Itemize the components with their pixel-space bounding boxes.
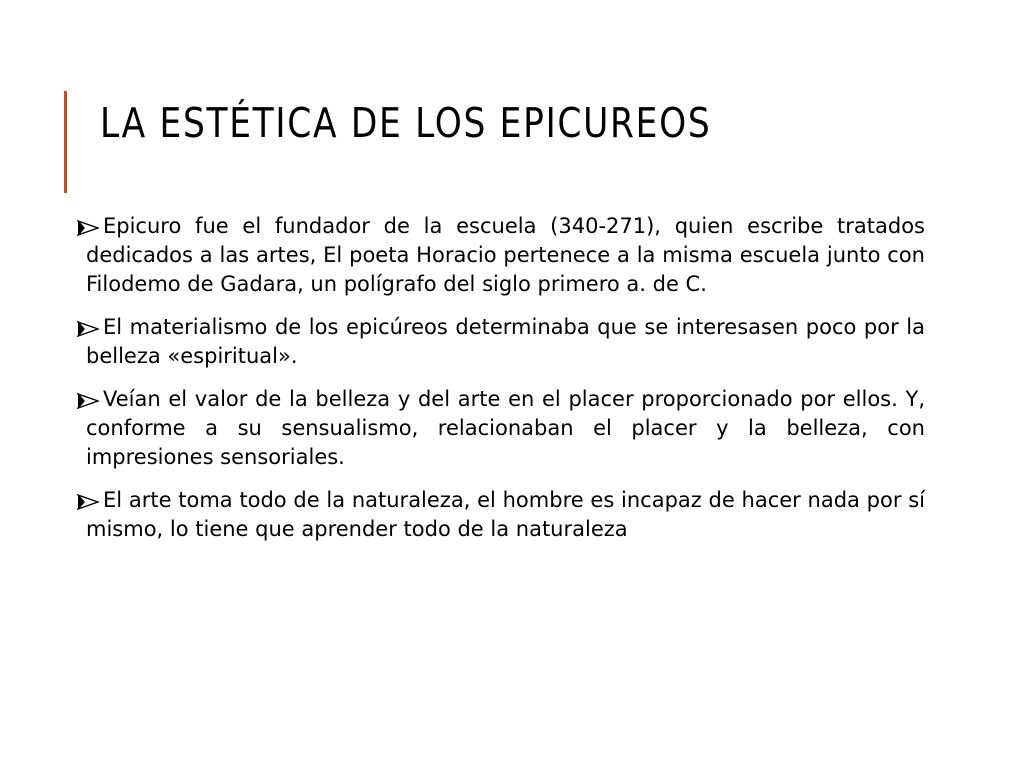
bullet-item-3 <box>77 385 925 472</box>
bullet-text: El materialismo de los epicúreos determinaba que se interesasen poco por la belleza «espiritual». <box>86 315 925 368</box>
arrowhead-bullet-icon <box>77 220 99 236</box>
slide-title: LA ESTÉTICA DE LOS EPICUREOS <box>100 99 712 147</box>
bullet-text: Veían el valor de la belleza y del arte en el placer proporcionado por ellos. Y, conforme a su sensualismo, relacionaban el placer y la belleza, con impresiones sensoriales. <box>86 387 925 469</box>
arrowhead-bullet-icon <box>77 393 99 409</box>
bullet-item-1 <box>77 212 925 299</box>
bullet-list <box>77 212 925 558</box>
bullet-item-2 <box>77 313 925 371</box>
arrowhead-bullet-icon <box>77 321 99 337</box>
bullet-text: Epicuro fue el fundador de la escuela (340-271), quien escribe tratados dedicados a las artes, El poeta Horacio pertenece a la misma escuela junto con Filodemo de Gadara, un polígrafo del siglo primero a. de C. <box>86 214 925 296</box>
title-accent-bar <box>64 91 67 193</box>
bullet-item-4 <box>77 486 925 544</box>
arrowhead-bullet-icon <box>77 494 99 510</box>
bullet-text: El arte toma todo de la naturaleza, el hombre es incapaz de hacer nada por sí mismo, lo tiene que aprender todo de la naturaleza <box>86 488 925 541</box>
